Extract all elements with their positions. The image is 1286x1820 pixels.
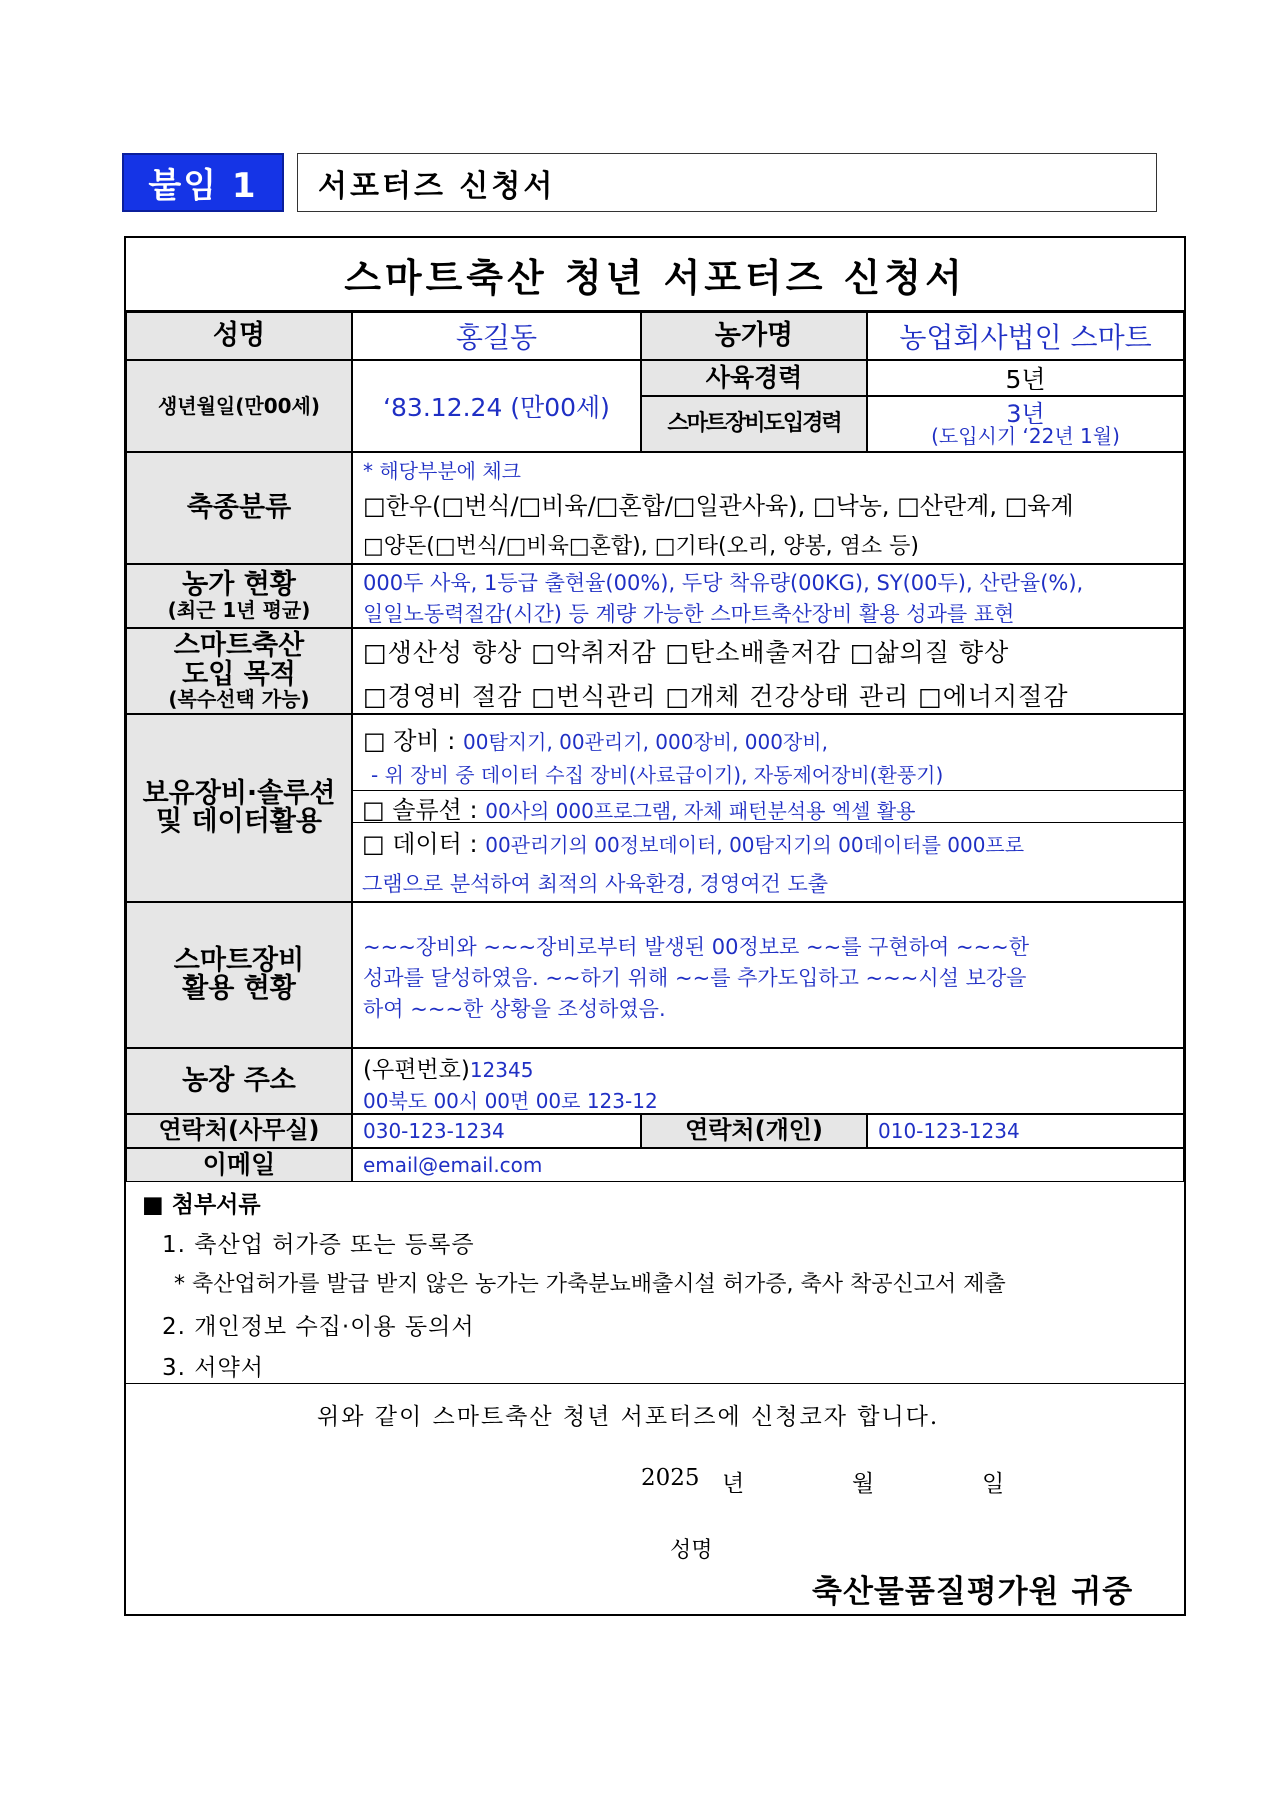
solution-line [362, 790, 915, 825]
attachment-item-3: 3. 서약서 [162, 1355, 264, 1381]
name-value: 홍길동 [352, 312, 641, 360]
career-value: 5년 [867, 360, 1184, 396]
email-value [352, 1148, 1184, 1182]
data-value-line2: 그램으로 분석하여 최적의 사육환경, 경영여건 도출 [362, 872, 829, 896]
equipment-list: 00탐지기, 00관리기, 000장비, 000장비, [463, 730, 828, 754]
livestock-options-line1[interactable]: □한우(□번식/□비육/□혼합/□일관사육), □낙농, □산란계, □육계 [363, 492, 1074, 520]
smart-career-note: (도입시기 ‘22년 1월) [931, 424, 1120, 448]
closing-statement: 위와 같이 스마트축산 청년 서포터즈에 신청코자 합니다. [317, 1404, 940, 1430]
usage-line1: ~~~장비와 ~~~장비로부터 발생된 00정보로 ~~를 구현하여 ~~~한 [363, 935, 1030, 959]
data-head[interactable]: □ 데이터 : [362, 830, 478, 858]
address-line2: 00북도 00시 00면 00로 123-12 [363, 1089, 658, 1113]
solution-divider [352, 822, 1184, 823]
date-year-unit: 년 [722, 1471, 745, 1497]
livestock-value [352, 452, 1184, 564]
usage-label: 스마트장비 활용 현황 [126, 902, 352, 1048]
signature-name-label: 성명 [670, 1538, 713, 1563]
smart-career-label: 스마트장비도입경력 [641, 396, 867, 452]
livestock-label: 축종분류 [126, 452, 352, 564]
usage-line2: 성과를 달성하였음. ~~하기 위해 ~~를 추가도입하고 ~~~시설 보강을 [363, 966, 1027, 990]
data-line [362, 824, 1024, 859]
purpose-value [352, 628, 1184, 714]
equipment-label: 보유장비·솔루션 및 데이터활용 [126, 714, 352, 902]
smart-career-value [867, 396, 1184, 452]
birth-label: 생년월일(만00세) [126, 360, 352, 452]
equipment-line [363, 721, 828, 756]
usage-value [352, 902, 1184, 1048]
contact-personal-label: 연락처(개인) [641, 1114, 867, 1148]
attachment-item-1-note: * 축산업허가를 발급 받지 않은 농가는 가축분뇨배출시설 허가증, 축사 착공신고서 제출 [174, 1272, 1006, 1297]
address-label: 농장 주소 [126, 1048, 352, 1114]
usage-line3: 하여 ~~~한 상황을 조성하였음. [363, 997, 666, 1021]
career-label: 사육경력 [641, 360, 867, 396]
closing-divider [126, 1383, 1184, 1384]
attachment-item-2: 2. 개인정보 수집·이용 동의서 [162, 1314, 475, 1340]
attachments-heading: ■ 첨부서류 [142, 1192, 261, 1218]
attachment-item-1: 1. 축산업 허가증 또는 등록증 [162, 1232, 475, 1258]
farm-name-value: 농업회사법인 스마트 [867, 312, 1184, 360]
recipient: 축산물품질평가원 귀중 [812, 1574, 1134, 1610]
address-value [352, 1048, 1184, 1114]
solution-head[interactable]: □ 솔류션 : [362, 796, 478, 824]
farm-status-label: 농가 현황 (최근 1년 평균) [126, 564, 352, 628]
solution-value: 00사의 000프로그램, 자체 패턴분석용 엑셀 활용 [485, 799, 916, 823]
livestock-note: * 해당부분에 체크 [363, 459, 521, 483]
farm-status-value [352, 564, 1184, 628]
farm-name-label: 농가명 [641, 312, 867, 360]
birth-value: ‘83.12.24 (만00세) [352, 360, 641, 452]
farm-status-line1: 000두 사육, 1등급 출현율(00%), 두당 착유량(00KG), SY(00두), 산란율(%), [363, 571, 1084, 595]
date-day-unit: 일 [982, 1471, 1005, 1497]
name-label: 성명 [126, 312, 352, 360]
contact-office-value [352, 1114, 641, 1148]
document-heading: 서포터즈 신청서 [297, 153, 1157, 212]
farm-status-line2: 일일노동력절감(시간) 등 계량 가능한 스마트축산장비 활용 성과를 표현 [363, 602, 1015, 626]
address-postal-line [363, 1051, 533, 1084]
email-address: email@email.com [363, 1153, 543, 1177]
date-year: 2025 [641, 1465, 700, 1491]
contact-office-label: 연락처(사무실) [126, 1114, 352, 1148]
equipment-sub: - 위 장비 중 데이터 수집 장비(사료급이기), 자동제어장비(환풍기) [371, 763, 944, 787]
purpose-label: 스마트축산 도입 목적 (복수선택 가능) [126, 628, 352, 714]
attachment-badge: 붙임 1 [122, 153, 284, 212]
email-label: 이메일 [126, 1148, 352, 1182]
smart-career-years: 3년 [1006, 400, 1045, 428]
address-postal-value: 12345 [469, 1058, 534, 1082]
equipment-head[interactable]: □ 장비 : [363, 727, 456, 755]
purpose-options-line1[interactable]: □생산성 향상 □악취저감 □탄소배출저감 □삶의질 향상 [363, 638, 1010, 667]
contact-personal-number: 010-123-1234 [878, 1119, 1020, 1143]
purpose-options-line2[interactable]: □경영비 절감 □번식관리 □개체 건강상태 관리 □에너지절감 [363, 682, 1069, 711]
livestock-options-line2[interactable]: □양돈(□번식/□비육□혼합), □기타(오리, 양봉, 염소 등) [363, 534, 919, 559]
contact-personal-value [867, 1114, 1184, 1148]
address-postal-head: (우편번호) [363, 1057, 470, 1083]
form-title: 스마트축산 청년 서포터즈 신청서 [126, 238, 1184, 312]
date-month-unit: 월 [852, 1471, 875, 1497]
contact-office-number: 030-123-1234 [363, 1119, 505, 1143]
data-value: 00관리기의 00정보데이터, 00탐지기의 00데이터를 000프로 [485, 833, 1025, 857]
